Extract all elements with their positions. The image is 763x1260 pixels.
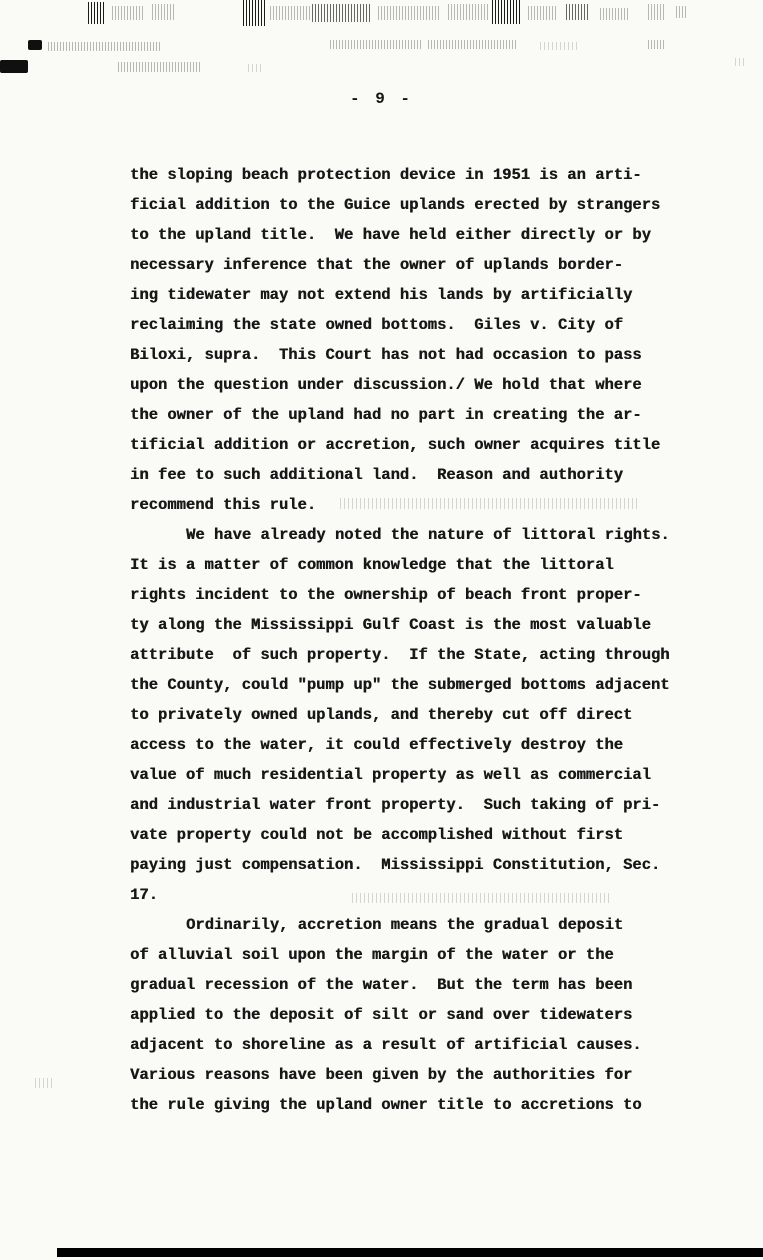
text-line: vate property could not be accomplished without first [130,826,623,844]
text-line: to privately owned uplands, and thereby cut off direct [130,706,633,724]
scan-artifact [676,6,688,18]
scan-artifact [540,42,580,50]
text-line: the County, could "pump up" the submerged bottoms adjacent [130,676,670,694]
text-line: gradual recession of the water. But the term has been [130,976,633,994]
scan-artifact [248,64,262,72]
scan-artifact [735,58,745,66]
scan-artifact [528,6,558,20]
scan-artifact [648,40,666,49]
scan-artifact [566,4,588,20]
text-line: Various reasons have been given by the authorities for [130,1066,633,1084]
text-line: to the upland title. We have held either directly or by [130,226,651,244]
text-line: attribute of such property. If the State, acting through [130,646,670,664]
text-line: paying just compensation. Mississippi Constitution, Sec. [130,856,661,874]
scan-artifact [0,60,28,73]
scan-artifact [648,4,666,20]
text-line: rights incident to the ownership of beach front proper- [130,586,642,604]
scan-artifact [330,40,422,49]
text-line: and industrial water front property. Such taking of pri- [130,796,661,814]
scan-artifact [35,1078,53,1088]
scan-artifact [112,6,144,20]
text-line: applied to the deposit of silt or sand over tidewaters [130,1006,633,1024]
text-line: ing tidewater may not extend his lands by artificially [130,286,633,304]
scan-artifact [118,62,200,72]
text-line: Biloxi, supra. This Court has not had occasion to pass [130,346,642,364]
scan-edge-bar [57,1248,763,1257]
text-line: of alluvial soil upon the margin of the water or the [130,946,614,964]
scan-artifact [48,42,160,51]
scan-artifact [312,4,372,22]
scan-artifact [152,4,174,20]
text-line: value of much residential property as well as commercial [130,766,651,784]
text-line: adjacent to shoreline as a result of artificial causes. [130,1036,642,1054]
text-line: ficial addition to the Guice uplands erected by strangers [130,196,661,214]
scan-artifact [428,40,518,49]
scan-artifact [270,6,310,20]
scan-artifact [28,40,42,50]
scan-artifact [378,6,440,20]
text-line: recommend this rule. [130,496,317,514]
scan-artifact [88,2,106,24]
text-line: necessary inference that the owner of uplands border- [130,256,623,274]
text-line: We have already noted the nature of littoral rights. [186,526,670,544]
text-line: the owner of the upland had no part in creating the ar- [130,406,642,424]
scan-artifact [492,0,522,24]
text-line: access to the water, it could effectively destroy the [130,736,623,754]
page-number: - 9 - [349,90,413,108]
text-line: ty along the Mississippi Gulf Coast is the most valuable [130,616,651,634]
text-line: reclaiming the state owned bottoms. Giles v. City of [130,316,623,334]
text-line: the rule giving the upland owner title to accretions to [130,1096,642,1114]
text-line: in fee to such additional land. Reason and authority [130,466,623,484]
text-line: 17. [130,886,158,904]
text-block [130,160,690,1120]
text-line: It is a matter of common knowledge that the littoral [130,556,614,574]
scan-artifact [600,8,630,20]
scan-artifact [243,0,265,26]
scan-artifact [448,4,488,20]
text-line: the sloping beach protection device in 1951 is an arti- [130,166,642,184]
text-line: Ordinarily, accretion means the gradual deposit [186,916,624,934]
text-line: upon the question under discussion./ We hold that where [130,376,642,394]
text-line: tificial addition or accretion, such owner acquires title [130,436,661,454]
